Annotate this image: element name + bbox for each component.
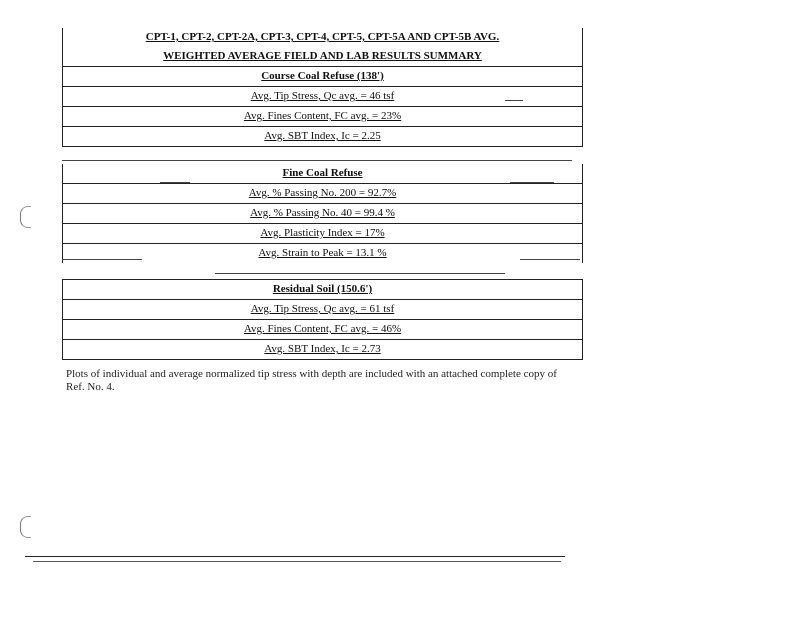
fine-plasticity-index: Avg. Plasticity Index = 17% bbox=[260, 227, 385, 239]
table-row bbox=[63, 243, 582, 263]
fine-coal-refuse-heading-row bbox=[63, 164, 582, 183]
table-row bbox=[63, 183, 582, 203]
table-row bbox=[63, 86, 582, 106]
scan-line bbox=[62, 160, 572, 161]
course-fines-content: Avg. Fines Content, FC avg. = 23% bbox=[243, 110, 402, 122]
residual-fines-content: Avg. Fines Content, FC avg. = 46% bbox=[243, 323, 402, 335]
note-paragraph: Plots of individual and average normalized tip stress with depth are included with an attached complete copy of Ref. No. 4. bbox=[66, 368, 557, 393]
fine-passing-200: Avg. % Passing No. 200 = 92.7% bbox=[248, 187, 397, 199]
residual-sbt-index: Avg. SBT Index, Ic = 2.73 bbox=[264, 343, 381, 355]
table-row bbox=[63, 319, 582, 339]
table-row bbox=[63, 203, 582, 223]
fine-coal-refuse-table bbox=[62, 164, 583, 263]
table-row bbox=[63, 106, 582, 126]
summary-title-line-2: WEIGHTED AVERAGE FIELD AND LAB RESULTS SUMMARY bbox=[163, 50, 482, 62]
table-row bbox=[63, 299, 582, 319]
table-row bbox=[63, 126, 582, 147]
fine-strain-to-peak: Avg. Strain to Peak = 13.1 % bbox=[258, 247, 387, 259]
binder-mark bbox=[20, 516, 31, 538]
residual-tip-stress: Avg. Tip Stress, Qc avg. = 61 tsf bbox=[250, 303, 395, 315]
scan-line bbox=[62, 259, 142, 260]
footer-rule bbox=[25, 556, 565, 557]
course-sbt-index: Avg. SBT Index, Ic = 2.25 bbox=[264, 130, 381, 142]
course-coal-refuse-heading: Course Coal Refuse (138') bbox=[261, 70, 384, 82]
table-row bbox=[63, 223, 582, 243]
fine-coal-refuse-heading: Fine Coal Refuse bbox=[282, 167, 363, 179]
scan-line bbox=[505, 100, 523, 101]
summary-title-row-1 bbox=[63, 28, 582, 47]
residual-soil-heading-row bbox=[63, 279, 582, 299]
course-tip-stress: Avg. Tip Stress, Qc avg. = 46 tsf bbox=[250, 90, 395, 102]
scan-line bbox=[520, 259, 580, 260]
course-coal-refuse-heading-row bbox=[63, 66, 582, 86]
summary-title-row-2 bbox=[63, 47, 582, 66]
summary-table bbox=[62, 28, 583, 147]
residual-soil-table bbox=[62, 279, 583, 360]
binder-mark bbox=[20, 206, 31, 228]
scan-line bbox=[215, 273, 505, 274]
summary-title-line-1: CPT-1, CPT-2, CPT-2A, CPT-3, CPT-4, CPT-5, CPT-5A AND CPT-5B AVG. bbox=[145, 31, 500, 43]
residual-soil-heading: Residual Soil (150.6') bbox=[272, 283, 373, 295]
footer-rule bbox=[33, 561, 561, 562]
fine-passing-40: Avg. % Passing No. 40 = 99.4 % bbox=[250, 207, 395, 219]
table-row bbox=[63, 339, 582, 360]
